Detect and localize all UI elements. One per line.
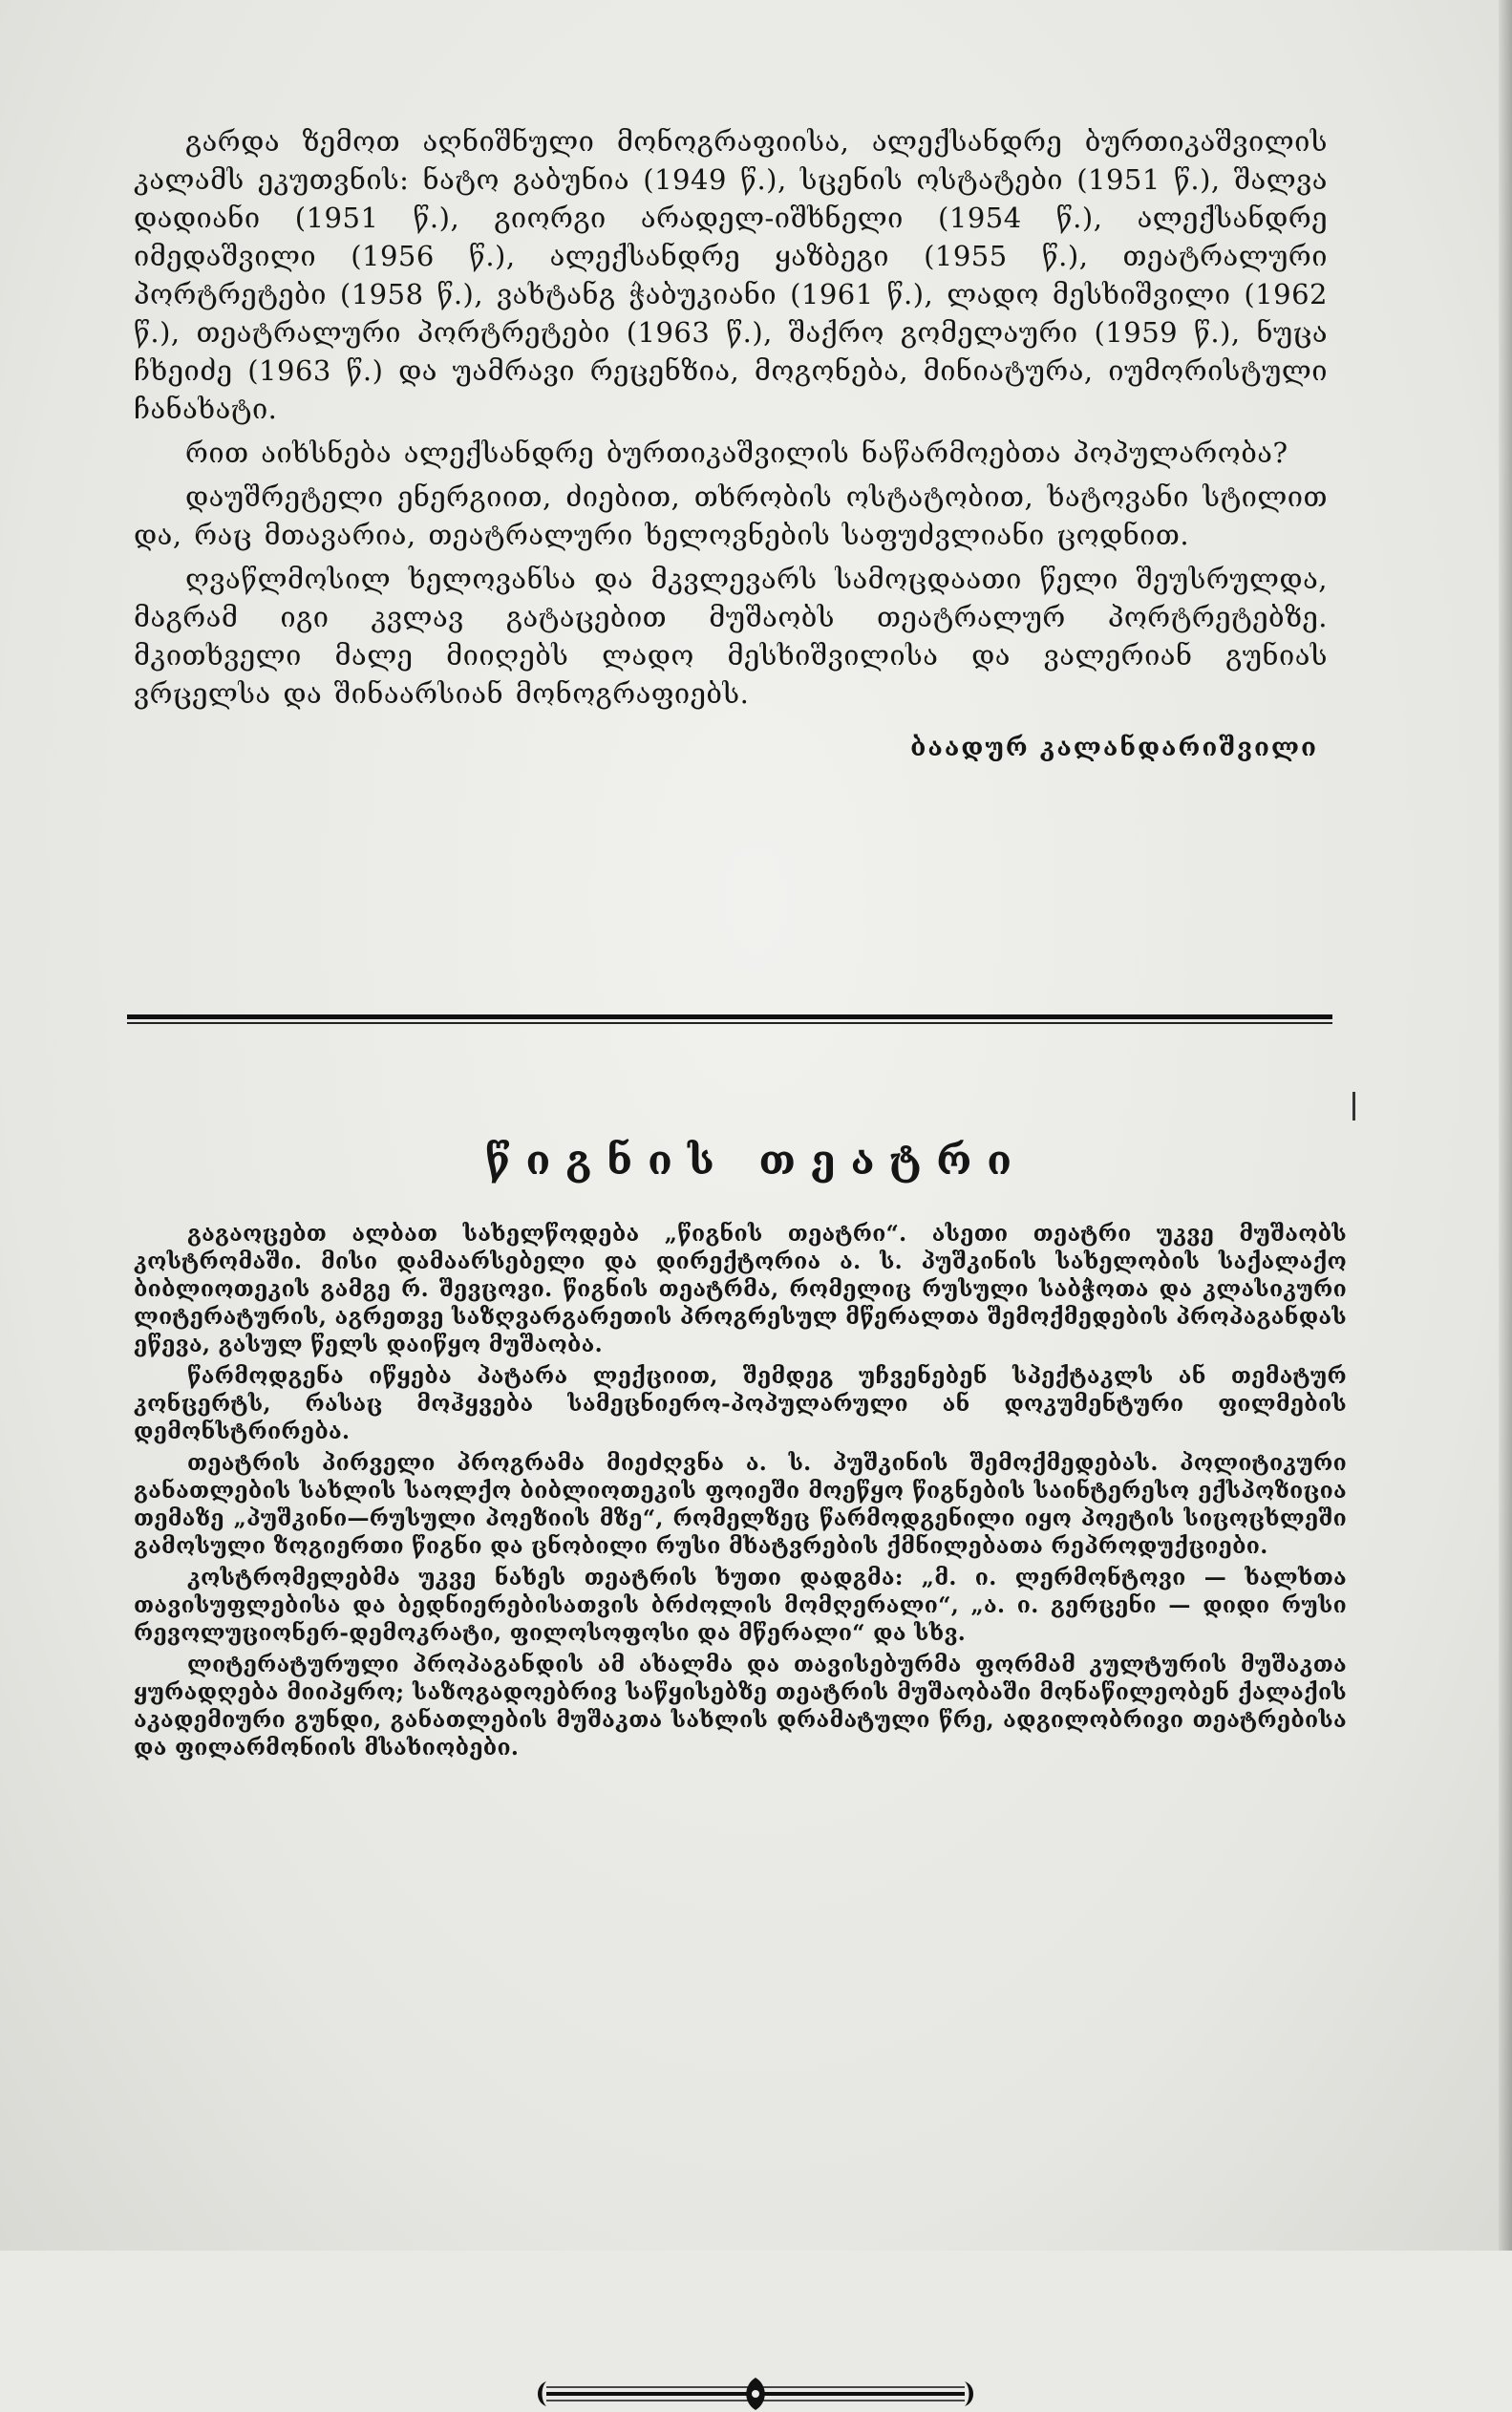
- article-paragraph: წარმოდგენა იწყება პატარა ლექციით, შემდეგ უჩვენებენ სპექტაკლს ან თემატურ კონცერტს, რასაც მოჰყვება სამეცნიერო-პოპულარული ან დოკუმენტური ფილმების დემონსტრირება.: [134, 1363, 1347, 1444]
- section-title: წიგნის თეატრი: [485, 1137, 1027, 1184]
- article-paragraph: კოსტრომელებმა უკვე ნახეს თეატრის ხუთი დადგმა: „მ. ი. ლერმონტოვი — ხალხთა თავისუფლებისა და ბედნიერებისათვის ბრძოლის მომღერალი“, „ა. ი. გერცენი — დიდი რუსი რევოლუციონერ-დემოკრატი, ფილოსოფოსი და მწერალი“ და სხვ.: [134, 1565, 1347, 1646]
- article-paragraph: დაუშრეტელი ენერგიით, ძიებით, თხრობის ოსტატობით, ხატოვანი სტილით და, რაც მთავარია, თეატრალური ხელოვნების საფუძვლიანი ცოდნით.: [134, 480, 1328, 551]
- author-signature: ბაადურ კალანდარიშვილი: [910, 734, 1318, 762]
- book-theatre-article: [134, 1220, 1347, 1761]
- article-paragraph: ლიტერატურული პროპაგანდის ამ ახალმა და თავისებურმა ფორმამ კულტურის მუშაკთა ყურადღება მიიპყრო; საზოგადოებრივ საწყისებზე თეატრის მუშაობაში მონაწილეობენ ქალაქის აკადემიური გუნდი, განათლების მუშაკთა სახლის დრამატული წრე, ადგილობრივი თეატრებისა და ფილარმონიის მსახიობები.: [134, 1652, 1347, 1761]
- article-paragraph: რით აიხსნება ალექსანდრე ბურთიკაშვილის ნაწარმოებთა პოპულარობა?: [185, 437, 1288, 469]
- article-paragraph: ღვაწლმოსილ ხელოვანსა და მკვლევარს სამოცდაათი წელი შეუსრულდა, მაგრამ იგი კვლავ გატაცებით მუშაობს თეატრალურ პორტრეტებზე. მკითხველი მალე მიიღებს ლადო მესხიშვილისა და ვალერიან გუნიას ვრცელსა და შინაარსიან მონოგრაფიებს.: [134, 563, 1328, 710]
- article-paragraph: გარდა ზემოთ აღნიშნული მონოგრაფიისა, ალექსანდრე ბურთიკაშვილის კალამს ეკუთვნის: ნატო გაბუნია (1949 წ.), სცენის ოსტატები (1951 წ.), შალვა დადიანი (1951 წ.), გიორგი არადელ-იშხნელი (1954 წ.), ალექსანდრე იმედაშვილი (1956 წ.), ალექსანდრე ყაზბეგი (1955 წ.), თეატრალური პორტრეტები (1958 წ.), ვახტანგ ჭაბუკიანი (1961 წ.), ლადო მესხიშვილი (1962 წ.), თეატრალური პორტრეტები (1963 წ.), შაქრო გომელაური (1959 წ.), ნუცა ჩხეიძე (1963 წ.) და უამრავი რეცენზია, მოგონება, მინიატურა, იუმორისტული ჩანახატი.: [134, 125, 1328, 425]
- margin-mark: [1352, 1092, 1355, 1121]
- article-paragraph: გაგაოცებთ ალბათ სახელწოდება „წიგნის თეატრი“. ასეთი თეატრი უკვე მუშაობს კოსტრომაში. მისი დამაარსებელი და დირექტორია ა. ს. პუშკინის სახელობის საქალაქო ბიბლიოთეკის გამგე რ. შევცოვი. წიგნის თეატრმა, რომელიც რუსული საბჭოთა და კლასიკური ლიტერატურის, აგრეთვე საზღვარგარეთის პროგრესულ მწერალთა შემოქმედების პროპაგანდას ეწევა, გასულ წელს დაიწყო მუშაობა.: [134, 1221, 1347, 1357]
- divider-thick-rule: [127, 1014, 1332, 1019]
- section-divider: [127, 1014, 1332, 1024]
- end-ornament-icon: [531, 2376, 980, 2412]
- article-paragraph: თეატრის პირველი პროგრამა მიეძღვნა ა. ს. პუშკინის შემოქმედებას. პოლიტიკური განათლების სახლის საოლქო ბიბლიოთეკის ფოიეში მოეწყო წიგნების საინტერესო ექსპოზიცია თემაზე „პუშკინი—რუსული პოეზიის მზე“, რომელზეც წარმოდგენილი იყო პოეტის სიცოცხლეში გამოსული ზოგიერთი წიგნი და ცნობილი რუსი მხატვრების ქმნილებათა რეპროდუქციები.: [134, 1450, 1347, 1559]
- article-continuation: [134, 122, 1328, 762]
- divider-thin-rule: [127, 1022, 1332, 1024]
